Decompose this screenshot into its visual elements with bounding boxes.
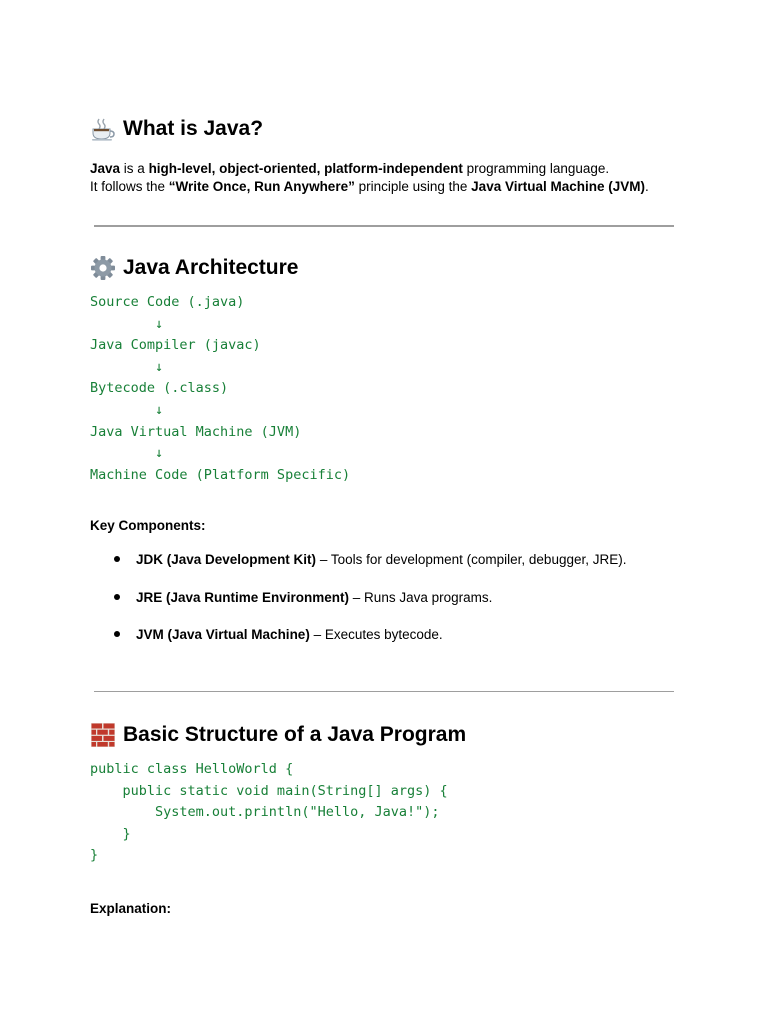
key-components-label: Key Components: xyxy=(90,518,206,533)
text: programming language. xyxy=(462,161,610,176)
term-jvm: Java Virtual Machine (JVM) xyxy=(471,179,645,194)
code-line: public static void main(String[] args) { xyxy=(90,782,448,799)
flow-arrow: ↓ xyxy=(90,358,164,375)
gear-icon xyxy=(90,255,116,281)
list-item xyxy=(114,552,626,567)
code-line: System.out.println("Hello, Java!"); xyxy=(90,804,440,820)
code-line: } xyxy=(90,825,131,842)
flow-step: Java Virtual Machine (JVM) xyxy=(90,423,302,440)
intro-line-2 xyxy=(90,178,649,196)
code-block xyxy=(90,759,448,867)
flow-step: Source Code (.java) xyxy=(90,294,245,310)
text: It follows the xyxy=(90,179,169,194)
flow-arrow: ↓ xyxy=(90,315,164,332)
brick-icon xyxy=(90,722,116,748)
term-wora: “Write Once, Run Anywhere” xyxy=(168,179,355,194)
flow-step: Machine Code (Platform Specific) xyxy=(90,466,351,483)
architecture-flow xyxy=(90,292,350,486)
component-name: JVM (Java Virtual Machine) xyxy=(136,627,310,642)
flow-arrow: ↓ xyxy=(90,401,164,418)
flow-step: Java Compiler (javac) xyxy=(90,337,261,354)
flow-step: Bytecode (.class) xyxy=(90,380,229,397)
horizontal-rule xyxy=(94,225,674,227)
heading-text: Java Architecture xyxy=(123,256,299,279)
heading-text: Basic Structure of a Java Program xyxy=(123,723,467,746)
heading-text: What is Java? xyxy=(123,117,264,140)
text: is a xyxy=(120,161,149,176)
intro-line-1 xyxy=(90,160,609,178)
coffee-cup-icon xyxy=(90,116,116,142)
component-name: JDK (Java Development Kit) xyxy=(136,552,317,567)
term-properties: high-level, object-oriented, platform-independent xyxy=(148,161,463,176)
code-line: } xyxy=(90,847,99,863)
text: . xyxy=(644,179,649,194)
component-desc: – Tools for development (compiler, debugger, JRE). xyxy=(316,552,627,567)
bullet-icon xyxy=(114,631,120,637)
heading-basic-structure xyxy=(90,722,466,748)
flow-arrow: ↓ xyxy=(90,445,164,462)
code-line: public class HelloWorld { xyxy=(90,761,294,777)
horizontal-rule xyxy=(94,691,674,692)
component-desc: – Runs Java programs. xyxy=(349,590,493,605)
bullet-icon xyxy=(114,556,120,562)
bullet-icon xyxy=(114,594,120,600)
list-item xyxy=(114,627,443,642)
term-java: Java xyxy=(90,161,121,176)
component-desc: – Executes bytecode. xyxy=(309,627,443,642)
component-name: JRE (Java Runtime Environment) xyxy=(136,590,350,605)
heading-what-is-java xyxy=(90,116,263,142)
list-item xyxy=(114,590,492,605)
explanation-label: Explanation: xyxy=(90,901,172,916)
heading-java-architecture xyxy=(90,255,298,281)
text: principle using the xyxy=(354,179,472,194)
